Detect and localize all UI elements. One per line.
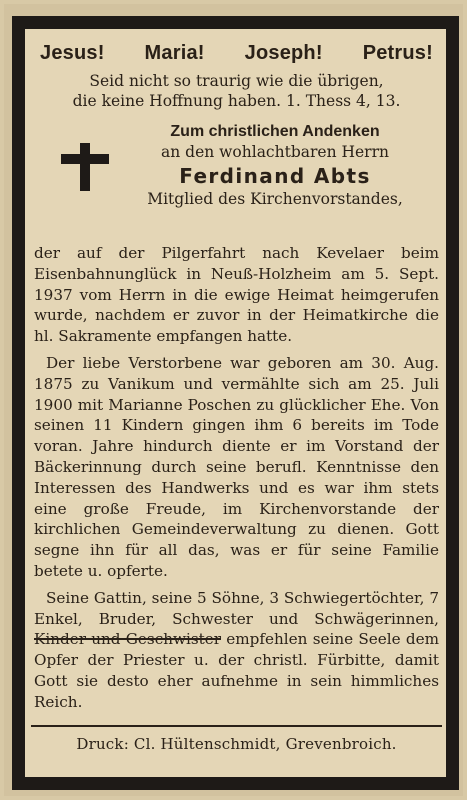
latin-cross-icon: [61, 143, 109, 191]
deceased-name: Ferdinand Abts: [179, 164, 371, 188]
verse-line-2: die keine Hoffnung haben. 1. Thess 4, 13.: [72, 92, 401, 110]
invocation-jesus: Jesus!: [40, 42, 105, 64]
obituary-text: [34, 243, 439, 713]
memorial-card: [4, 4, 463, 796]
card-content: [34, 38, 439, 753]
printer-imprint: Druck: Cl. Hültenschmidt, Grevenbroich.: [76, 734, 397, 753]
invocation-joseph: Joseph!: [244, 42, 323, 64]
memorial-title: Zum christlichen Andenken: [170, 123, 380, 140]
memorial-heading: [130, 121, 420, 210]
paragraph-biography: Der liebe Verstorbene war geboren am 30. Aug. 1875 zu Vanikum und vermählte sich am 25. Juli 1900 mit Marianne Poschen zu glücklicher Ehe. Von seinen 11 Kindern gingen ihm 6 bereits im Tode voran. Jahre hindurch diente er im Vorstand der Bäckerinnung durch seine berufl. Kenntnisse den Interessen des Handwerks und es war ihm stets eine große Freude, im Kirchenvorstande der kirchlichen Gemeindeverwaltung zu dienen. Gott segne ihn für all das, was er für seine Familie betete u. opferte.: [34, 353, 439, 580]
invocation-header: [40, 42, 433, 65]
struck-text: Kinder und Geschwister: [34, 630, 221, 649]
verse-line-1: Seid nicht so traurig wie die übrigen,: [89, 72, 384, 90]
mourners-start: Seine Gattin, seine 5 Söhne, 3 Schwiegertöchter, 7 Enkel, Bruder, Schwester und Schwägerinnen,: [34, 588, 439, 628]
invocation-petrus: Petrus!: [362, 42, 433, 64]
paragraph-mourners: [34, 588, 439, 713]
invocation-maria: Maria!: [144, 42, 205, 64]
paragraph-circumstances: der auf der Pilgerfahrt nach Kevelaer beim Eisenbahnunglück in Neuß-Holzheim am 5. Sept. 1937 vom Herrn in die ewige Heimat heimgerufen wurde, nachdem er zuvor in der Heimatkirche die hl. Sakramente empfangen hatte.: [34, 244, 439, 346]
bible-verse: [34, 71, 439, 111]
memorial-intro: [34, 121, 439, 239]
deceased-role: Mitglied des Kirchenvorstandes,: [147, 190, 403, 208]
divider: [31, 725, 442, 727]
mourners-end: empfehlen seine Seele dem Opfer der Priester u. der christl. Fürbitte, damit Gott sie desto eher aufnehme in sein himmliches Reich.: [34, 630, 439, 711]
memorial-line: an den wohlachtbaren Herrn: [161, 143, 389, 161]
